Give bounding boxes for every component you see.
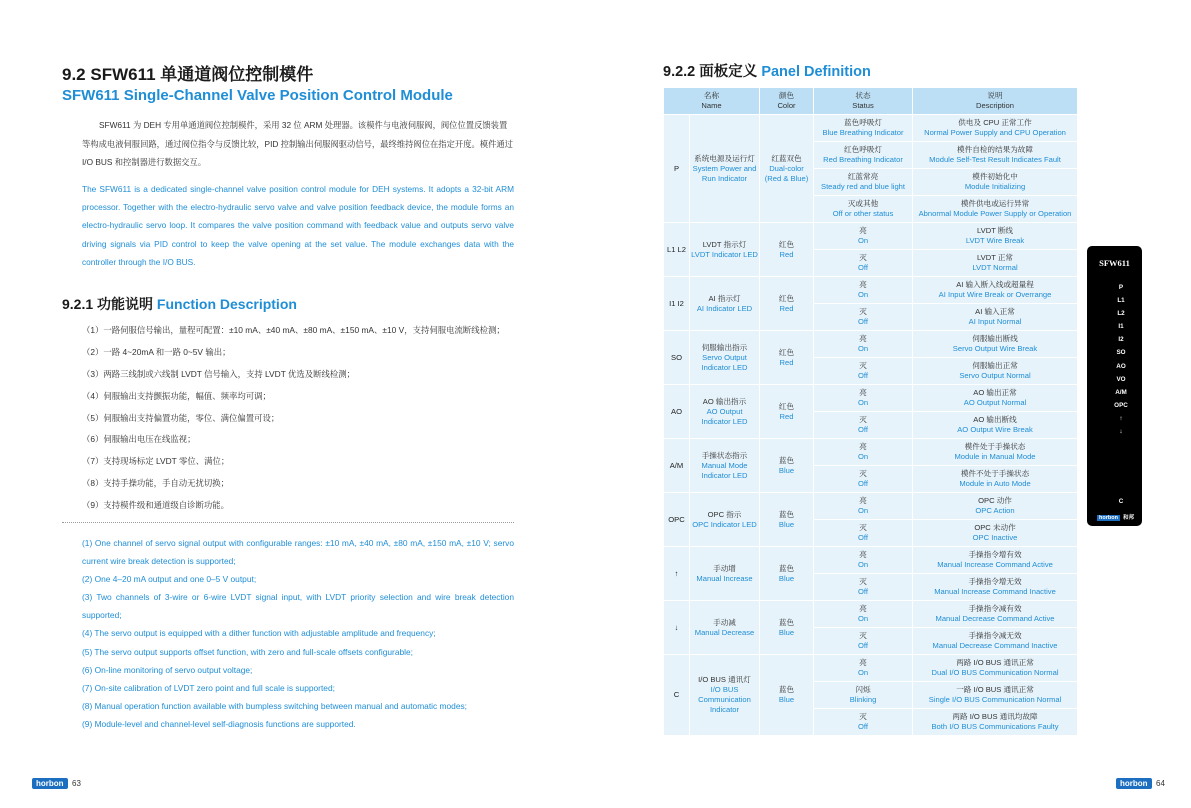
status-en: On — [857, 452, 869, 461]
led-label: I1 — [1118, 323, 1124, 331]
intro-paragraph-en: The SFW611 is a dedicated single-channel valve position control module for DEH systems. It adopts a 32-bit ARM processor. Together with the electro-hydraulic servo valve and valve position feedback device, the module forms an electro-hydraulic servo loop. It compares the valve position command with feedback value and outputs servo valve driving signals via PID control to keep the valve opening at the set value. The module exchanges data with the controller through the I/O BUS. — [82, 184, 514, 267]
status-en: On — [857, 614, 869, 623]
status-en: Off — [858, 371, 869, 380]
indicator-color — [760, 493, 814, 547]
function-item-en: (7) On-site calibration of LVDT zero point and full scale is supported; — [82, 682, 335, 693]
indicator-key: A/M — [664, 439, 690, 493]
description-cn: 一路 I/O BUS 通讯正常 — [956, 685, 1034, 694]
function-item-cn: （5）伺服输出支持偏置功能，零位、满位偏置可设； — [82, 412, 280, 423]
status-cn: 灭 — [859, 577, 867, 586]
status-cn: 亮 — [859, 442, 867, 451]
indicator-color-en: Blue — [778, 627, 795, 637]
description-en: AO Output Normal — [963, 398, 1027, 407]
status-en: On — [857, 506, 869, 515]
table-row — [664, 547, 1078, 574]
status-en: Off — [858, 317, 869, 326]
status-cn: 灭 — [859, 712, 867, 721]
indicator-color-en: Red — [779, 249, 794, 259]
indicator-description — [913, 304, 1078, 331]
function-list-cn — [82, 320, 522, 517]
function-item-en: (2) One 4–20 mA output and one 0–5 V output; — [82, 574, 257, 585]
led-label: ↓ — [1119, 428, 1123, 436]
section-title-en: SFW611 Single-Channel Valve Position Control Module — [62, 87, 453, 104]
indicator-name — [690, 331, 760, 385]
function-list-en — [82, 534, 514, 733]
indicator-key: ↑ — [664, 547, 690, 601]
description-en: LVDT Normal — [972, 263, 1018, 272]
indicator-name-cn: AI 指示灯 — [708, 293, 741, 303]
indicator-color-en: Blue — [778, 519, 795, 529]
indicator-description — [913, 682, 1078, 709]
indicator-description — [913, 358, 1078, 385]
status-cn: 灭 — [859, 307, 867, 316]
indicator-status — [814, 628, 913, 655]
indicator-name-en: System Power and Run Indicator — [692, 163, 757, 183]
header-label-en: Description — [976, 101, 1014, 110]
indicator-color-cn: 蓝色 — [778, 509, 795, 519]
indicator-description — [913, 385, 1078, 412]
indicator-color-en: Red — [779, 357, 794, 367]
indicator-name-cn: 手动减 — [713, 617, 736, 627]
indicator-description — [913, 223, 1078, 250]
indicator-description — [913, 412, 1078, 439]
led-label: SO — [1116, 349, 1126, 357]
status-en: On — [857, 398, 869, 407]
status-en: Off — [858, 533, 869, 542]
status-en: Off — [858, 479, 869, 488]
function-item-en: (4) The servo output is equipped with a dither function with adjustable amplitude and frequency; — [82, 628, 436, 639]
led-label: A/M — [1115, 388, 1127, 396]
description-cn: 供电及 CPU 正常工作 — [958, 118, 1032, 127]
status-cn: 亮 — [859, 604, 867, 613]
indicator-description — [913, 142, 1078, 169]
status-cn: 亮 — [859, 280, 867, 289]
table-header-row — [664, 88, 1078, 115]
indicator-name-en: I/O BUS Communication Indicator — [698, 685, 751, 714]
indicator-key: P — [664, 115, 690, 223]
description-en: Normal Power Supply and CPU Operation — [924, 128, 1066, 137]
indicator-status — [814, 601, 913, 628]
status-cn: 亮 — [859, 388, 867, 397]
description-cn: 手操指令减无效 — [968, 631, 1022, 640]
function-item-cn: （3）两路三线制或六线制 LVDT 信号输入，支持 LVDT 优选及断线检测； — [82, 368, 355, 379]
indicator-color-cn: 蓝色 — [778, 685, 795, 694]
footer-left — [32, 773, 81, 791]
indicator-status — [814, 277, 913, 304]
led-label: L2 — [1117, 310, 1125, 318]
indicator-color-en: Dual-color (Red & Blue) — [764, 163, 809, 183]
header-label-cn: 名称 — [703, 91, 720, 100]
led-label: ↑ — [1119, 414, 1123, 422]
indicator-color-en: Red — [779, 303, 794, 313]
indicator-name-cn: 手动增 — [713, 563, 736, 573]
indicator-status — [814, 358, 913, 385]
indicator-name — [690, 385, 760, 439]
indicator-status — [814, 493, 913, 520]
table-row — [664, 223, 1078, 250]
indicator-name — [690, 655, 760, 736]
description-en: Module in Auto Mode — [959, 479, 1031, 488]
indicator-name-cn: LVDT 指示灯 — [702, 239, 747, 249]
status-cn: 红色呼吸灯 — [844, 145, 882, 154]
indicator-description — [913, 493, 1078, 520]
description-en: AI Input Wire Break or Overrange — [938, 290, 1052, 299]
indicator-status — [814, 331, 913, 358]
indicator-description — [913, 628, 1078, 655]
page-number: 64 — [1156, 779, 1165, 788]
indicator-name-en: AO Output Indicator LED — [701, 406, 748, 426]
description-cn: 伺服输出断线 — [972, 334, 1018, 343]
intro-paragraph-cn: SFW611 为 DEH 专用单通道阀位控制模件，采用 32 位 ARM 处理器。该模件与电液伺服阀，阀位位置反馈装置等构成电液伺服回路，通过阀位指令与反馈比较，PID 控制输出伺服阀驱动信号，最终维持阀位在指定开度。模件通过 I/O BUS 和控制器进行数据交互。 — [82, 120, 513, 167]
status-cn: 灭 — [859, 523, 867, 532]
status-en: On — [857, 290, 869, 299]
indicator-status — [814, 196, 913, 223]
indicator-description — [913, 331, 1078, 358]
status-cn: 灭 — [859, 415, 867, 424]
indicator-key: I1 I2 — [664, 277, 690, 331]
indicator-color-cn: 蓝色 — [778, 617, 795, 627]
status-cn: 蓝色呼吸灯 — [844, 118, 882, 127]
function-item-cn: （7）支持现场标定 LVDT 零位、满位； — [82, 456, 230, 467]
header-label-cn: 状态 — [855, 91, 871, 100]
description-en: LVDT Wire Break — [965, 236, 1025, 245]
status-cn: 亮 — [859, 496, 867, 505]
header-label-cn: 颜色 — [778, 91, 795, 100]
status-cn: 亮 — [859, 658, 867, 667]
function-item-cn: （8）支持手操功能，手自动无扰切换； — [82, 478, 230, 489]
description-cn: AO 输出正常 — [973, 388, 1017, 397]
panel-definition-table — [663, 87, 1078, 736]
indicator-color-en: Blue — [778, 695, 795, 704]
description-cn: 模件初始化中 — [972, 172, 1018, 181]
function-item-cn: （4）伺服输出支持颤振功能，幅值、频率均可调； — [82, 390, 271, 401]
header-label-en: Name — [701, 101, 722, 110]
indicator-color — [760, 385, 814, 439]
header-label-en: Status — [852, 101, 874, 110]
status-cn: 亮 — [859, 226, 867, 235]
description-en: Dual I/O BUS Communication Normal — [931, 668, 1059, 677]
indicator-name — [690, 493, 760, 547]
status-en: Off — [858, 587, 869, 596]
indicator-description — [913, 520, 1078, 547]
status-cn: 红蓝常亮 — [847, 172, 879, 181]
indicator-description — [913, 439, 1078, 466]
indicator-status — [814, 385, 913, 412]
status-cn: 灭 — [859, 631, 867, 640]
indicator-description — [913, 466, 1078, 493]
status-en: Blue Breathing Indicator — [822, 128, 904, 137]
divider — [62, 522, 514, 523]
description-cn: OPC 动作 — [978, 496, 1012, 505]
brand-logo: horbon — [1116, 778, 1152, 789]
table-row — [664, 277, 1078, 304]
description-en: Module Initializing — [964, 182, 1026, 191]
status-cn: 灭 — [859, 361, 867, 370]
indicator-color-en: Blue — [778, 465, 795, 475]
status-en: Off — [858, 425, 869, 434]
status-cn: 亮 — [859, 334, 867, 343]
indicator-name-cn: 系统电源及运行灯 — [694, 153, 755, 163]
indicator-color-cn: 红蓝双色 — [771, 153, 802, 163]
indicator-color — [760, 331, 814, 385]
brand-logo: horbon — [32, 778, 68, 789]
description-en: Abnormal Module Power Supply or Operation — [918, 209, 1072, 218]
function-item-cn: （2）一路 4~20mA 和一路 0~5V 输出； — [82, 346, 231, 357]
indicator-name-en: Servo Output Indicator LED — [701, 352, 748, 372]
indicator-color-cn: 红色 — [778, 401, 795, 411]
status-cn: 灭或其他 — [847, 199, 879, 208]
indicator-color — [760, 547, 814, 601]
description-en: Manual Increase Command Active — [937, 560, 1053, 569]
page-number: 63 — [72, 779, 81, 788]
indicator-color-cn: 红色 — [778, 347, 795, 357]
indicator-status — [814, 574, 913, 601]
function-heading: 9.2.1 功能说明 Function Description — [62, 296, 297, 312]
description-cn: 手操指令增有效 — [968, 550, 1022, 559]
table-row — [664, 439, 1078, 466]
description-cn: OPC 未动作 — [974, 523, 1016, 532]
table-row — [664, 601, 1078, 628]
indicator-key: ↓ — [664, 601, 690, 655]
description-cn: 手操指令增无效 — [968, 577, 1022, 586]
description-en: Both I/O BUS Communications Faulty — [931, 722, 1059, 731]
description-en: Manual Decrease Command Inactive — [932, 641, 1058, 650]
indicator-key: AO — [664, 385, 690, 439]
indicator-key: SO — [664, 331, 690, 385]
indicator-color — [760, 277, 814, 331]
indicator-name-cn: 手操状态指示 — [701, 450, 748, 460]
indicator-color-cn: 蓝色 — [778, 563, 795, 573]
indicator-status — [814, 439, 913, 466]
module-brand: horbon 和邦 — [1099, 515, 1134, 521]
indicator-name-cn: AO 输出指示 — [702, 396, 747, 406]
status-en: On — [857, 344, 869, 353]
status-cn: 闪烁 — [855, 685, 871, 694]
indicator-status — [814, 520, 913, 547]
indicator-description — [913, 709, 1078, 736]
indicator-description — [913, 574, 1078, 601]
indicator-name-en: Manual Increase — [696, 573, 753, 583]
indicator-color — [760, 115, 814, 223]
indicator-name — [690, 115, 760, 223]
description-cn: 模件处于手操状态 — [964, 442, 1026, 451]
indicator-key: OPC — [664, 493, 690, 547]
indicator-name-cn: 伺服输出指示 — [701, 342, 748, 352]
indicator-status — [814, 655, 913, 682]
table-header-cell — [913, 88, 1078, 115]
led-label-c: C — [1118, 498, 1124, 505]
description-en: AI Input Normal — [968, 317, 1022, 326]
led-label: AO — [1116, 362, 1126, 370]
indicator-color — [760, 439, 814, 493]
indicator-status — [814, 223, 913, 250]
led-label: OPC — [1114, 401, 1128, 409]
header-label-en: Color — [777, 101, 796, 110]
header-label-cn: 说明 — [987, 91, 1003, 100]
status-en: Off — [858, 722, 869, 731]
indicator-color-en: Blue — [778, 573, 795, 583]
indicator-key: C — [664, 655, 690, 736]
indicator-name-en: Manual Decrease — [694, 627, 755, 637]
description-en: Servo Output Normal — [959, 371, 1031, 380]
indicator-description — [913, 115, 1078, 142]
indicator-description — [913, 655, 1078, 682]
description-en: Module in Manual Mode — [954, 452, 1036, 461]
description-cn: LVDT 断线 — [977, 226, 1014, 235]
led-label: I2 — [1118, 336, 1124, 344]
indicator-color-en: Red — [779, 411, 794, 421]
table-row — [664, 115, 1078, 142]
indicator-color — [760, 223, 814, 277]
indicator-status — [814, 412, 913, 439]
description-cn: LVDT 正常 — [977, 253, 1014, 262]
indicator-status — [814, 169, 913, 196]
indicator-name-en: Manual Mode Indicator LED — [701, 460, 748, 480]
function-item-en: (1) One channel of servo signal output with configurable ranges: ±10 mA, ±40 mA, ±80 mA, ±150 mA, ±10 V; servo current wire break detection is supported; — [82, 538, 514, 567]
indicator-status — [814, 682, 913, 709]
status-en: Off or other status — [832, 209, 894, 218]
description-en: Servo Output Wire Break — [952, 344, 1038, 353]
status-en: Steady red and blue light — [821, 182, 906, 191]
indicator-name — [690, 223, 760, 277]
table-row — [664, 493, 1078, 520]
indicator-name — [690, 601, 760, 655]
indicator-status — [814, 709, 913, 736]
indicator-key: L1 L2 — [664, 223, 690, 277]
table-header-cell — [664, 88, 760, 115]
description-cn: AO 输出断线 — [973, 415, 1017, 424]
table-header-cell — [760, 88, 814, 115]
indicator-description — [913, 196, 1078, 223]
description-en: Module Self-Test Result Indicates Fault — [929, 155, 1061, 164]
description-cn: AI 输入断入线或超量程 — [956, 280, 1034, 289]
led-label-list — [1087, 281, 1155, 438]
function-item-en: (9) Module-level and channel-level self-diagnosis functions are supported. — [82, 718, 356, 729]
indicator-name-en: OPC Indicator LED — [692, 519, 757, 529]
status-en: On — [857, 560, 869, 569]
function-item-cn: （1）一路伺服信号输出，量程可配置：±10 mA、±40 mA、±80 mA、±150 mA、±10 V，支持伺服电流断线检测； — [82, 325, 505, 335]
function-item-cn: （9）支持模件级和通道级自诊断功能。 — [82, 500, 230, 511]
indicator-color — [760, 655, 814, 736]
led-label: L1 — [1117, 297, 1125, 305]
indicator-color-cn: 红色 — [778, 293, 795, 303]
indicator-name-cn: I/O BUS 通讯灯 — [698, 675, 751, 684]
section-title-cn: 9.2 SFW611 单通道阀位控制模件 — [62, 65, 314, 84]
indicator-color — [760, 601, 814, 655]
indicator-status — [814, 142, 913, 169]
indicator-status — [814, 547, 913, 574]
description-en: Single I/O BUS Communication Normal — [928, 695, 1062, 704]
status-cn: 亮 — [859, 550, 867, 559]
indicator-status — [814, 115, 913, 142]
panel-heading: 9.2.2 面板定义 Panel Definition — [663, 64, 871, 80]
description-cn: 模件不处于手操状态 — [960, 469, 1030, 478]
table-row — [664, 331, 1078, 358]
indicator-status — [814, 466, 913, 493]
footer-right — [1116, 773, 1165, 791]
indicator-description — [913, 277, 1078, 304]
indicator-color-cn: 红色 — [778, 239, 795, 249]
led-label: P — [1118, 284, 1124, 291]
function-item-en: (5) The servo output supports offset function, with zero and full-scale offsets configurable; — [82, 646, 413, 657]
description-cn: AI 输入正常 — [975, 307, 1015, 316]
indicator-name — [690, 277, 760, 331]
function-item-cn: （6）伺服输出电压在线监视； — [82, 434, 196, 445]
indicator-name — [690, 439, 760, 493]
description-en: OPC Inactive — [972, 533, 1018, 542]
indicator-name-en: AI Indicator LED — [696, 303, 753, 313]
indicator-color-cn: 蓝色 — [778, 455, 795, 465]
status-en: Red Breathing Indicator — [823, 155, 903, 164]
description-cn: 两路 I/O BUS 通讯均故障 — [952, 712, 1038, 721]
module-model-label: SFW611 — [1099, 258, 1130, 268]
description-cn: 伺服输出正常 — [972, 361, 1018, 370]
indicator-name-en: LVDT Indicator LED — [691, 249, 758, 259]
status-cn: 灭 — [859, 253, 867, 262]
indicator-status — [814, 304, 913, 331]
function-item-en: (3) Two channels of 3-wire or 6-wire LVDT signal input, with LVDT priority selection and wire break detection supported; — [82, 592, 514, 621]
status-en: Off — [858, 263, 869, 272]
table-row — [664, 385, 1078, 412]
indicator-name — [690, 547, 760, 601]
description-cn: 模件自检的结果为故障 — [957, 145, 1033, 154]
indicator-name-cn: OPC 指示 — [707, 509, 742, 519]
status-cn: 灭 — [859, 469, 867, 478]
table-row — [664, 655, 1078, 682]
status-en: Blinking — [849, 695, 877, 704]
description-en: OPC Action — [975, 506, 1015, 515]
led-label: VO — [1116, 375, 1126, 383]
indicator-status — [814, 250, 913, 277]
status-en: On — [857, 668, 869, 677]
description-en: Manual Decrease Command Active — [935, 614, 1055, 623]
description-cn: 手操指令减有效 — [968, 604, 1022, 613]
indicator-description — [913, 547, 1078, 574]
description-en: Manual Increase Command Inactive — [934, 587, 1056, 596]
status-en: Off — [858, 641, 869, 650]
description-cn: 模件供电或运行异常 — [960, 199, 1030, 208]
indicator-description — [913, 169, 1078, 196]
module-front-panel — [1087, 246, 1142, 526]
function-item-en: (8) Manual operation function available with bumpless switching between manual and automatic modes; — [82, 700, 468, 711]
indicator-description — [913, 601, 1078, 628]
description-cn: 两路 I/O BUS 通讯正常 — [956, 658, 1034, 667]
function-item-en: (6) On-line monitoring of servo output voltage; — [82, 664, 253, 675]
status-en: On — [857, 236, 869, 245]
table-header-cell — [814, 88, 913, 115]
indicator-description — [913, 250, 1078, 277]
description-en: AO Output Wire Break — [957, 425, 1033, 434]
